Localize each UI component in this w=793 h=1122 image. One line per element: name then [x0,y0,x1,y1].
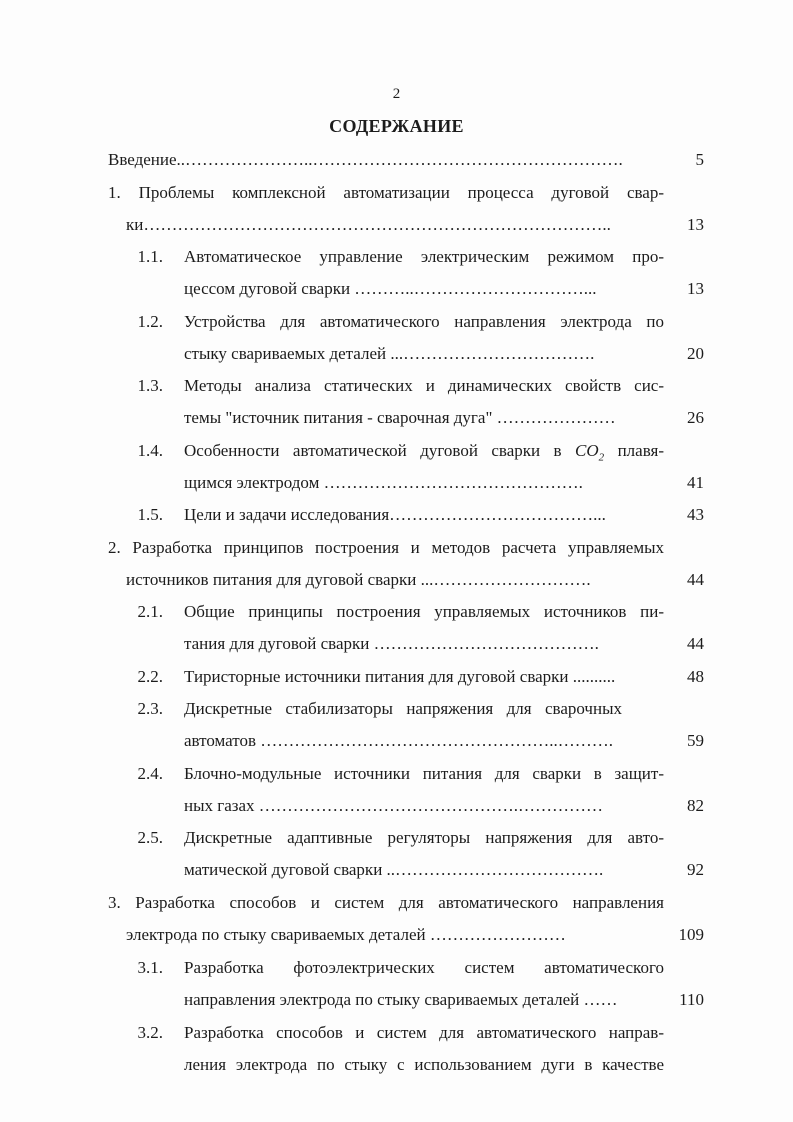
ch2-s4-line2[interactable]: ных газах ……………………………………….…………… [184,796,604,815]
ch1-s2-line2[interactable]: стыку свариваемых деталей ...……………………………. [184,344,595,363]
ch2-s5-page: 92 [687,860,704,879]
toc-entry-intro[interactable] [108,149,623,171]
ch1-s4-text-pre: Особенности автоматической дуговой сварки в [184,441,576,460]
toc-title: СОДЕРЖАНИЕ [329,116,464,136]
ch1-page: 13 [687,215,704,234]
ch2-s3-number: 2.3. [137,699,163,718]
ch1-s4-line1[interactable] [184,440,664,468]
ch1-s2-line1[interactable]: Устройства для автоматического направления электрода по [184,312,664,331]
ch3-s1-number: 3.1. [137,958,163,977]
ch3-s2-line1[interactable]: Разработка способов и систем для автоматического направ- [184,1023,664,1042]
ch2-page: 44 [687,570,704,589]
ch3-s1-line1[interactable]: Разработка фотоэлектрических систем автоматического [184,958,664,977]
intro-label: Введение [108,150,177,169]
ch1-s1-number: 1.1. [137,247,163,266]
ch2-title-line2[interactable]: источников питания для дуговой сварки ...………………………. [126,570,591,589]
ch2-s5-number: 2.5. [137,828,163,847]
ch1-s4-number: 1.4. [137,441,163,460]
ch1-s4-line2[interactable]: щимся электродом ………………………………………. [184,473,583,492]
ch1-title-line2[interactable]: ки……………………………………………………………………….. [126,215,611,234]
ch2-s4-page: 82 [687,796,704,815]
ch1-s3-line1[interactable]: Методы анализа статических и динамических свойств сис- [184,376,664,395]
page-number: 2 [392,86,401,102]
ch3-page: 109 [678,925,704,944]
ch2-s2-page: 48 [687,667,704,686]
ch2-s2-number: 2.2. [137,667,163,686]
intro-page: 5 [695,150,704,169]
ch2-s1-line2[interactable]: тания для дуговой сварки …………………………………. [184,634,599,653]
ch1-s2-page: 20 [687,344,704,363]
ch1-s1-page: 13 [687,279,704,298]
co2-formula: $CO_2$ [575,441,605,464]
ch2-s2-line1[interactable]: Тиристорные источники питания для дуговой сварки .......... [184,667,616,686]
ch1-s1-line2[interactable]: цессом дуговой сварки ………..…………………………... [184,279,597,298]
ch3-s2-line2[interactable]: ления электрода по стыку с использованием дуги в качестве [184,1055,664,1074]
ch1-s4-page: 41 [687,473,704,492]
ch1-s2-number: 1.2. [137,312,163,331]
ch3-s1-line2[interactable]: направления электрода по стыку свариваемых деталей …… [184,990,618,1009]
ch2-s4-number: 2.4. [137,764,163,783]
ch2-s4-line1[interactable]: Блочно-модульные источники питания для сварки в защит- [184,764,664,783]
ch1-s5-number: 1.5. [137,505,163,524]
ch1-s3-page: 26 [687,408,704,427]
ch2-s1-page: 44 [687,634,704,653]
ch1-s4-text-post: плавя- [604,441,664,460]
ch2-s3-line2[interactable]: автоматов ……………………………………………..………. [184,731,614,750]
ch1-s5-page: 43 [687,505,704,524]
intro-dots: ..…………………..………………………………………………. [176,150,623,169]
ch2-s1-line1[interactable]: Общие принципы построения управляемых источников пи- [184,602,664,621]
ch2-s3-line1[interactable]: Дискретные стабилизаторы напряжения для сварочных [184,699,622,718]
ch2-s3-page: 59 [687,731,704,750]
ch1-s5-line1[interactable]: Цели и задачи исследования………………………………... [184,505,606,524]
ch1-s1-line1[interactable]: Автоматическое управление электрическим режимом про- [184,247,664,266]
ch2-s1-number: 2.1. [137,602,163,621]
ch1-s3-number: 1.3. [137,376,163,395]
ch3-s1-page: 110 [679,990,704,1009]
ch3-title-line2[interactable]: электрода по стыку свариваемых деталей …………………… [126,925,566,944]
ch2-s5-line1[interactable]: Дискретные адаптивные регуляторы напряжения для авто- [184,828,664,847]
ch2-s5-line2[interactable]: матической дуговой сварки ..………………………………. [184,860,604,879]
ch3-title-line1[interactable]: 3. Разработка способов и систем для автоматического направления [108,893,664,912]
ch1-s3-line2[interactable]: темы "источник питания - сварочная дуга" ………………… [184,408,616,427]
ch2-title-line1[interactable]: 2. Разработка принципов построения и методов расчета управляемых [108,538,664,557]
ch3-s2-number: 3.2. [137,1023,163,1042]
ch1-title-line1[interactable]: 1. Проблемы комплексной автоматизации процесса дуговой свар- [108,183,664,202]
